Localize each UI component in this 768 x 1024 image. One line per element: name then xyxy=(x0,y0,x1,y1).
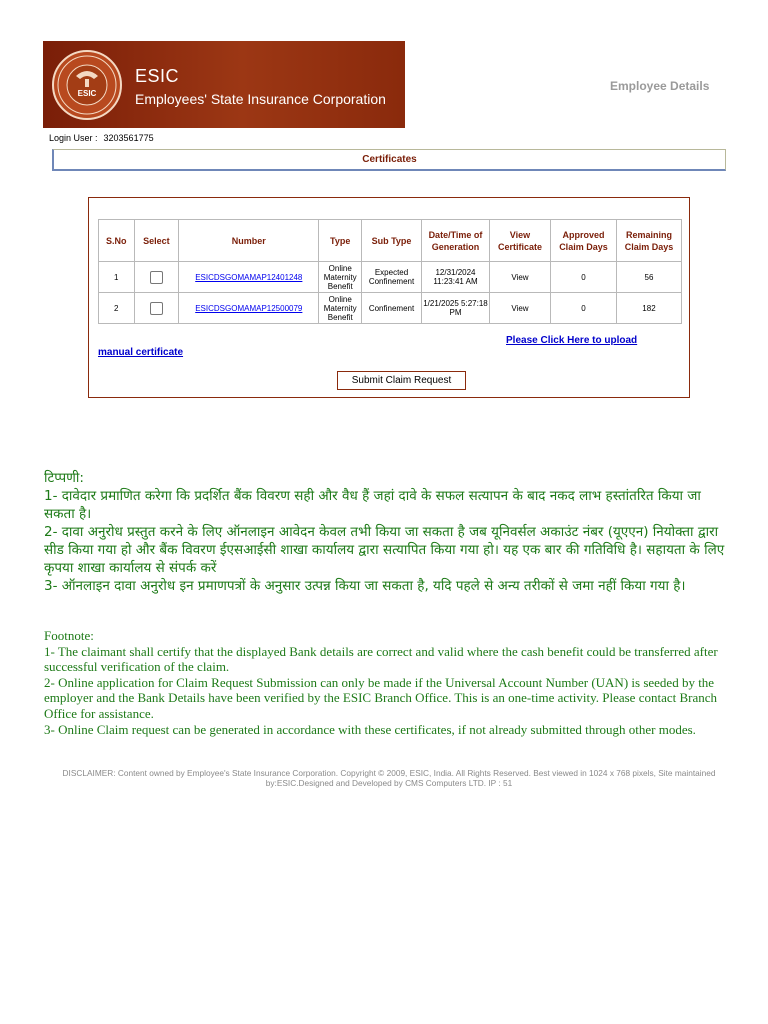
hindi-note-item: 1- दावेदार प्रमाणित करेगा कि प्रदर्शित बैंक विवरण सही और वैध हैं जहां दावे के सफल सत्यापन के बाद नकद लाभ हस्तांतरित किया जा सकता है। xyxy=(44,488,701,522)
hindi-notes xyxy=(44,469,734,595)
col-header-number: Number xyxy=(179,220,319,262)
cell-remaining: 182 xyxy=(616,293,681,324)
hindi-note-item: 2- दावा अनुरोध प्रस्तुत करने के लिए ऑनलाइन आवेदन केवल तभी किया जा सकता है जब यूनिवर्सल अकाउंट नंबर (यूएएन) नियोक्ता द्वारा सीड किया गया हो और बैंक विवरण ईएसआईसी शाखा कार्यालय द्वारा सत्यापित किया गया हो। यह एक बार की गतिविधि है। सहायता के लिए कृपया शाखा कार्यालय से संपर्क करें xyxy=(44,524,725,576)
cell-number xyxy=(179,293,319,324)
cell-number xyxy=(179,262,319,293)
col-header-select: Select xyxy=(134,220,179,262)
row-select-checkbox[interactable] xyxy=(150,302,163,315)
cell-remaining: 56 xyxy=(616,262,681,293)
footnote-item: 1- The claimant shall certify that the displayed Bank details are correct and valid where the cash benefit could be transferred after successful verification of the claim. xyxy=(44,643,718,675)
esic-logo xyxy=(52,50,122,120)
cell-select xyxy=(134,293,179,324)
footnote-item: 2- Online application for Claim Request Submission can only be made if the Universal Account Number (UAN) is seeded by the employer and the Bank Details have been verified by the ESIC Branch Office. This is an one-time activity. Please contact Branch Office for assistance. xyxy=(44,674,718,721)
col-header-type: Type xyxy=(319,220,362,262)
certificates-panel xyxy=(88,197,690,398)
col-header-view: View Certificate xyxy=(490,220,551,262)
login-user-id: 3203561775 xyxy=(103,133,154,143)
login-info xyxy=(49,133,154,143)
cell-datetime: 12/31/2024 11:23:41 AM xyxy=(421,262,489,293)
header-banner xyxy=(43,41,405,128)
footnote-title: Footnote: xyxy=(44,628,94,643)
upload-certificate-link[interactable]: Please Click Here to upload xyxy=(506,335,638,346)
cell-subtype: Confinement xyxy=(362,293,422,324)
view-certificate-link[interactable]: View xyxy=(511,272,529,282)
page-heading: Employee Details xyxy=(610,79,710,93)
english-footnotes xyxy=(44,628,734,737)
brand-short-name: ESIC xyxy=(135,66,180,86)
cell-approved: 0 xyxy=(550,293,616,324)
cell-subtype: Expected Confinement xyxy=(362,262,422,293)
cell-view xyxy=(490,262,551,293)
table-row xyxy=(99,262,682,293)
cell-approved: 0 xyxy=(550,262,616,293)
col-header-approved: Approved Claim Days xyxy=(550,220,616,262)
col-header-sno: S.No xyxy=(99,220,135,262)
brand-full-name: Employees' State Insurance Corporation xyxy=(135,91,386,107)
login-label: Login User : xyxy=(49,133,98,143)
table-header-row xyxy=(99,220,682,262)
cell-datetime: 1/21/2025 5:27:18 PM xyxy=(421,293,489,324)
cell-view xyxy=(490,293,551,324)
cell-sno: 1 xyxy=(99,262,135,293)
cell-type: Online Maternity Benefit xyxy=(319,262,362,293)
disclaimer-text: DISCLAIMER: Content owned by Employee's State Insurance Corporation. Copyright © 2009, ESIC, India. All Rights Reserved. Best viewed in 1024 x 768 pixels, Site maintained by:ESIC.Designed and Developed by CMS Computers LTD. IP : 51 xyxy=(62,768,716,788)
col-header-subtype: Sub Type xyxy=(362,220,422,262)
certificate-number-link[interactable]: ESICDSGOMAMAP12401248 xyxy=(195,272,303,282)
certificates-table xyxy=(98,219,682,324)
hindi-note-title: टिप्पणी: xyxy=(44,470,84,486)
cell-type: Online Maternity Benefit xyxy=(319,293,362,324)
footnote-item: 3- Online Claim request can be generated in accordance with these certificates, if not already submitted through other modes. xyxy=(44,721,696,737)
certificates-title: Certificates xyxy=(362,154,417,165)
submit-claim-button[interactable]: Submit Claim Request xyxy=(337,371,466,390)
svg-text:ESIC: ESIC xyxy=(77,89,97,98)
table-row xyxy=(99,293,682,324)
certificate-number-link[interactable]: ESICDSGOMAMAP12500079 xyxy=(195,303,303,313)
row-select-checkbox[interactable] xyxy=(150,271,163,284)
col-header-datetime: Date/Time of Generation xyxy=(421,220,489,262)
certificates-title-bar xyxy=(52,149,726,171)
hindi-note-item: 3- ऑनलाइन दावा अनुरोध इन प्रमाणपत्रों के अनुसार उत्पन्न किया जा सकता है, यदि पहले से अन्य तरीकों से जमा नहीं किया गया है। xyxy=(44,578,686,594)
cell-sno: 2 xyxy=(99,293,135,324)
view-certificate-link[interactable]: View xyxy=(511,303,529,313)
manual-certificate-link[interactable]: manual certificate xyxy=(98,347,184,358)
cell-select xyxy=(134,262,179,293)
col-header-remaining: Remaining Claim Days xyxy=(616,220,681,262)
